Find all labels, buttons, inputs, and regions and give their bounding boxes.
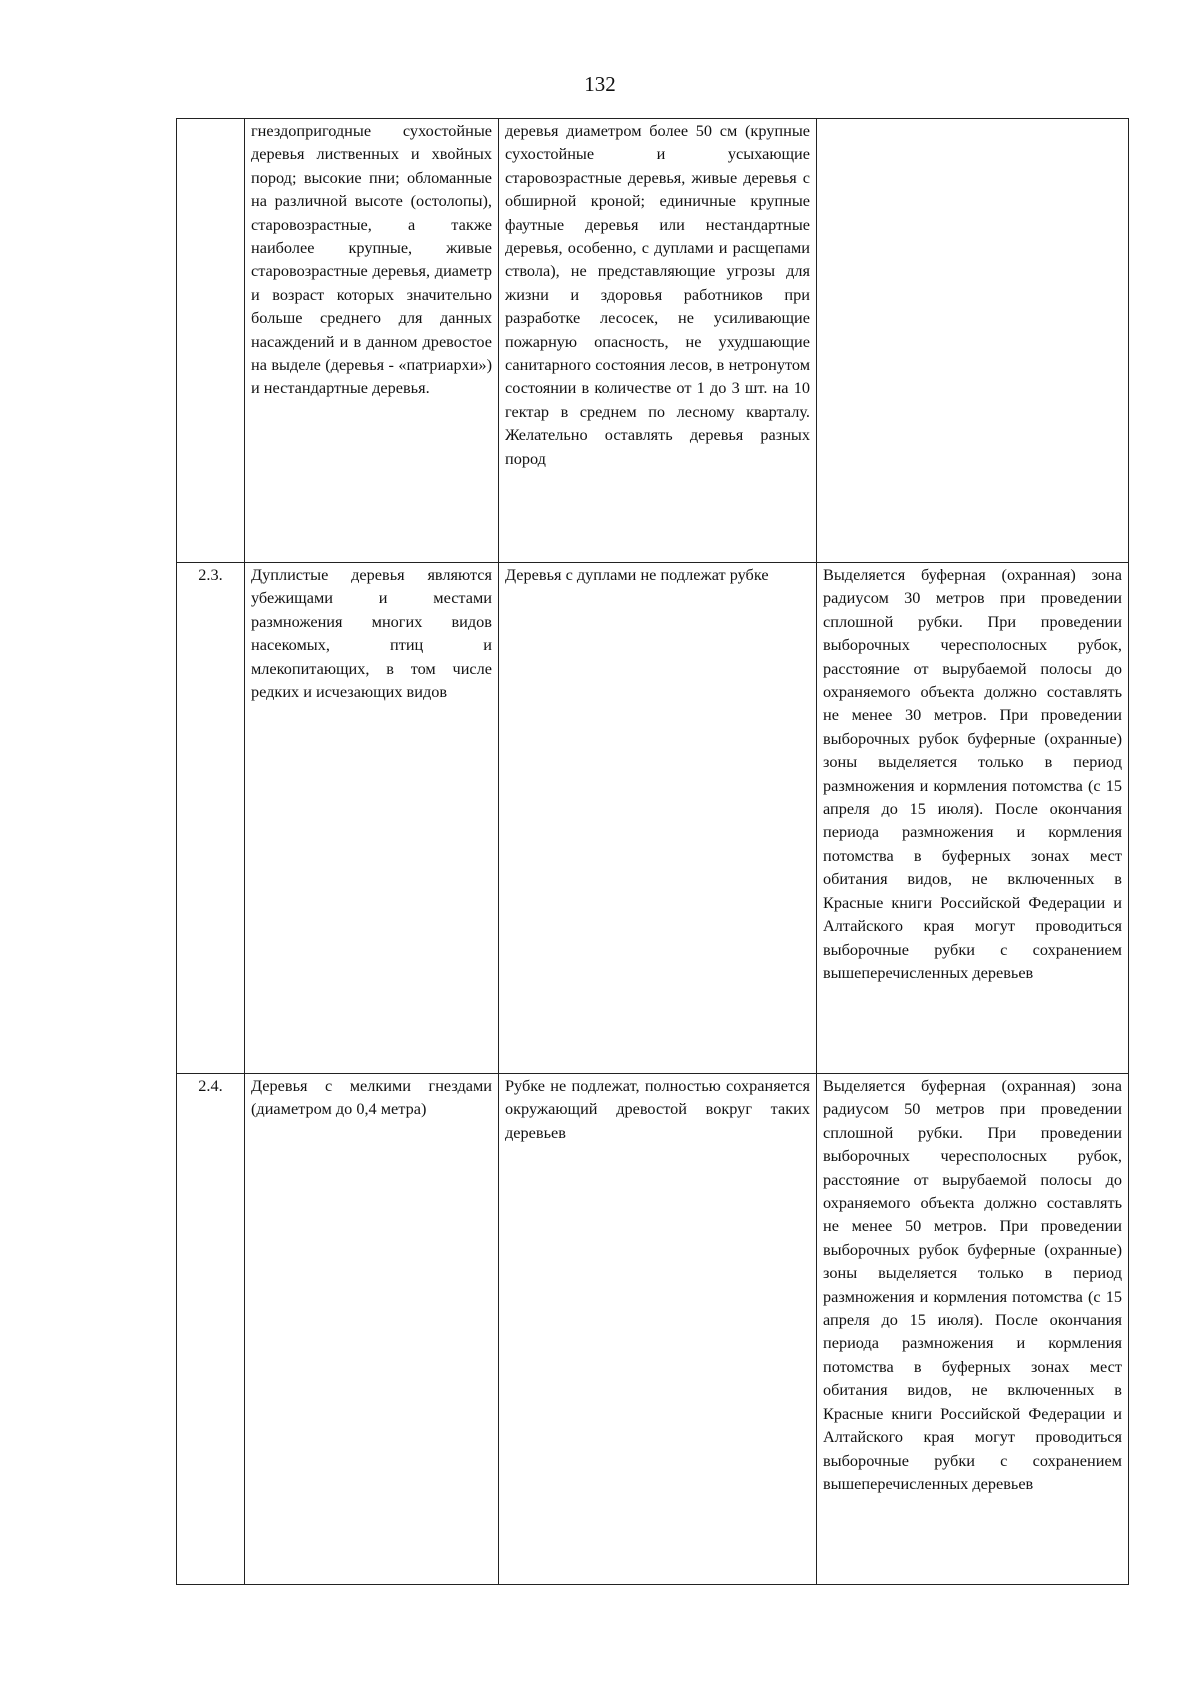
object-cell: Дуплистые деревья являются убежищами и местами размножения многих видов насекомых, птиц и млекопитающих, в том числе редких и исчезающих видов: [245, 563, 499, 1074]
notes-cell: Выделяется буферная (охранная) зона радиусом 30 метров при проведении сплошной рубки. При проведении выборочных чересполосных рубок, расстояние от вырубаемой полосы до охраняемого объекта должно составлять не менее 30 метров. При проведении выборочных рубок буферные (охранные) зоны выделяется только в период размножения и кормления потомства (с 15 апреля до 15 июля). После окончания периода размножения и кормления потомства в буферных зонах мест обитания видов, не включенных в Красные книги Российской Федерации и Алтайского края могут проводиться выборочные рубки с сохранением вышеперечисленных деревьев: [817, 563, 1129, 1074]
table-row: [177, 1074, 1129, 1585]
table-row: [177, 119, 1129, 563]
protection-measures-table: [176, 118, 1129, 1585]
object-cell: гнездопригодные сухостойные деревья лиственных и хвойных пород; высокие пни; обломанные на различной высоте (остолопы), старовозрастные, а также наиболее крупные, живые старовозрастные деревья, диаметр и возраст которых значительно больше среднего для данных насаждений и в данном древостое на выделе (деревья - «патриархи») и нестандартные деревья.: [245, 119, 499, 563]
measures-cell: Деревья с дуплами не подлежат рубке: [499, 563, 817, 1074]
object-cell: Деревья с мелкими гнездами (диаметром до 0,4 метра): [245, 1074, 499, 1585]
table-row: [177, 563, 1129, 1074]
notes-cell: Выделяется буферная (охранная) зона радиусом 50 метров при проведении сплошной рубки. При проведении выборочных чересполосных рубок, расстояние от вырубаемой полосы до охраняемого объекта должно составлять не менее 50 метров. При проведении выборочных рубок буферные (охранные) зоны выделяется только в период размножения и кормления потомства (с 15 апреля до 15 июля). После окончания периода размножения и кормления потомства в буферных зонах мест обитания видов, не включенных в Красные книги Российской Федерации и Алтайского края могут проводиться выборочные рубки с сохранением вышеперечисленных деревьев: [817, 1074, 1129, 1585]
notes-cell: [817, 119, 1129, 563]
measures-cell: Рубке не подлежат, полностью сохраняется окружающий древостой вокруг таких деревьев: [499, 1074, 817, 1585]
row-number-cell: [177, 119, 245, 563]
row-number-cell: 2.3.: [177, 563, 245, 1074]
page-number: 132: [584, 72, 616, 96]
measures-cell: деревья диаметром более 50 см (крупные сухостойные и усыхающие старовозрастные деревья, живые деревья с обширной кроной; единичные крупные фаутные деревья или нестандартные деревья, особенно, с дуплами и расщепами ствола), не представляющие угрозы для жизни и здоровья работников при разработке лесосек, не усиливающие пожарную опасность, не ухудшающие санитарного состояния лесов, в нетронутом состоянии в количестве от 1 до 3 шт. на 10 гектар в среднем по лесному кварталу. Желательно оставлять деревья разных пород: [499, 119, 817, 563]
row-number-cell: 2.4.: [177, 1074, 245, 1585]
